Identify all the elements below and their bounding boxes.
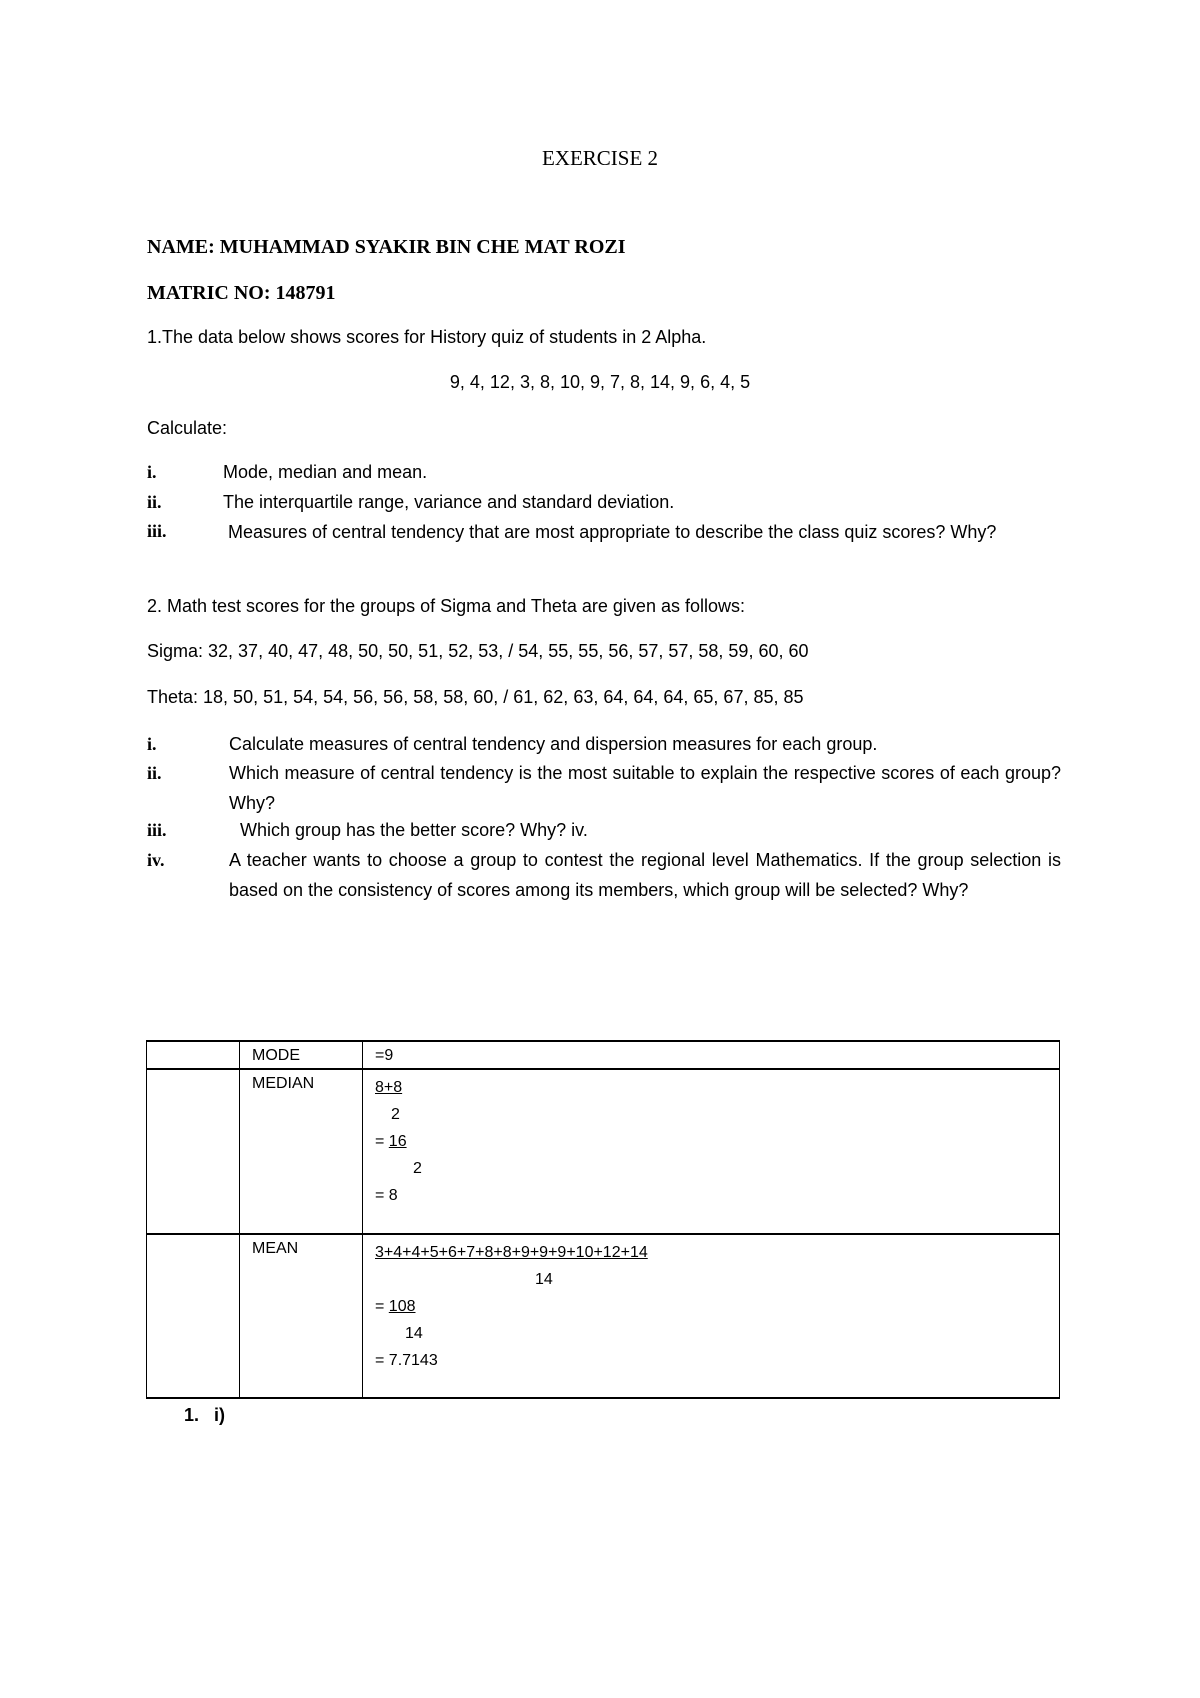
q2-item-text: A teacher wants to choose a group to contest the regional level Mathematics. If the group selection is based on the consistency of scores among its members, which group will be selected? Why? — [229, 850, 1061, 900]
mean-sum: 108 — [388, 1298, 416, 1315]
matric-number: MATRIC NO: 148791 — [147, 282, 336, 304]
mean-result: = 7.7143 — [375, 1352, 438, 1369]
q1-item-text: Mode, median and mean. — [223, 462, 428, 482]
q2-intro: 2. Math test scores for the groups of Sigma and Theta are given as follows: — [147, 596, 745, 616]
mean-working — [363, 1235, 1059, 1374]
median-sum: 16 — [388, 1133, 407, 1150]
median-denominator: 2 — [391, 1106, 400, 1123]
q1-item-number: iii. — [147, 521, 167, 541]
median-result: = 8 — [375, 1187, 398, 1204]
mean-row — [147, 1234, 1060, 1398]
mean-step-denominator: 14 — [405, 1325, 423, 1342]
q1-data: 9, 4, 12, 3, 8, 10, 9, 7, 8, 14, 9, 6, 4, 5 — [449, 372, 751, 392]
mode-value: =9 — [375, 1047, 394, 1064]
mode-label: MODE — [252, 1047, 300, 1064]
median-working — [363, 1070, 1059, 1209]
mode-row — [147, 1041, 1060, 1069]
median-label: MEDIAN — [252, 1075, 315, 1092]
student-name: NAME: MUHAMMAD SYAKIR BIN CHE MAT ROZI — [147, 236, 626, 258]
mean-label: MEAN — [252, 1240, 299, 1257]
q1-calculate: Calculate: — [147, 418, 228, 438]
empty-cell — [147, 1069, 240, 1234]
q1-item-text: Measures of central tendency that are most appropriate to describe the class quiz scores? Why? — [223, 522, 997, 542]
q1-item-text: The interquartile range, variance and standard deviation. — [223, 492, 675, 512]
q2-item-number: i. — [147, 734, 157, 754]
q2-item-number: iv. — [147, 850, 165, 870]
q1-item-number: i. — [147, 462, 157, 482]
q2-item-number: ii. — [147, 763, 162, 783]
q2-theta-scores: Theta: 18, 50, 51, 54, 54, 56, 56, 58, 58, 60, / 61, 62, 63, 64, 64, 64, 65, 67, 85, 85 — [147, 687, 804, 707]
q1-intro: 1.The data below shows scores for History quiz of students in 2 Alpha. — [147, 327, 707, 347]
answer-label: 1. i) — [184, 1405, 226, 1425]
median-step-denominator: 2 — [413, 1160, 422, 1177]
mean-denominator: 14 — [535, 1271, 553, 1288]
empty-cell — [147, 1041, 240, 1069]
page-title: EXERCISE 2 — [541, 146, 659, 170]
q2-item-text: Which group has the better score? Why? iv. — [240, 820, 588, 840]
calculation-table — [146, 1040, 1060, 1399]
median-numerator: 8+8 — [375, 1079, 403, 1096]
mean-step: = 108 — [375, 1298, 416, 1315]
q1-item-number: ii. — [147, 492, 162, 512]
median-row — [147, 1069, 1060, 1234]
q2-item-number: iii. — [147, 820, 167, 840]
mean-numerator: 3+4+4+5+6+7+8+8+9+9+9+10+12+14 — [375, 1244, 648, 1261]
q2-sigma-scores: Sigma: 32, 37, 40, 47, 48, 50, 50, 51, 52, 53, / 54, 55, 55, 56, 57, 57, 58, 59, 60, 60 — [147, 641, 809, 661]
median-step: = 16 — [375, 1133, 407, 1150]
q2-item-text: Calculate measures of central tendency and dispersion measures for each group. — [229, 734, 878, 754]
q2-item-text: Which measure of central tendency is the most suitable to explain the respective scores of each group? Why? — [229, 763, 1061, 813]
empty-cell — [147, 1234, 240, 1398]
